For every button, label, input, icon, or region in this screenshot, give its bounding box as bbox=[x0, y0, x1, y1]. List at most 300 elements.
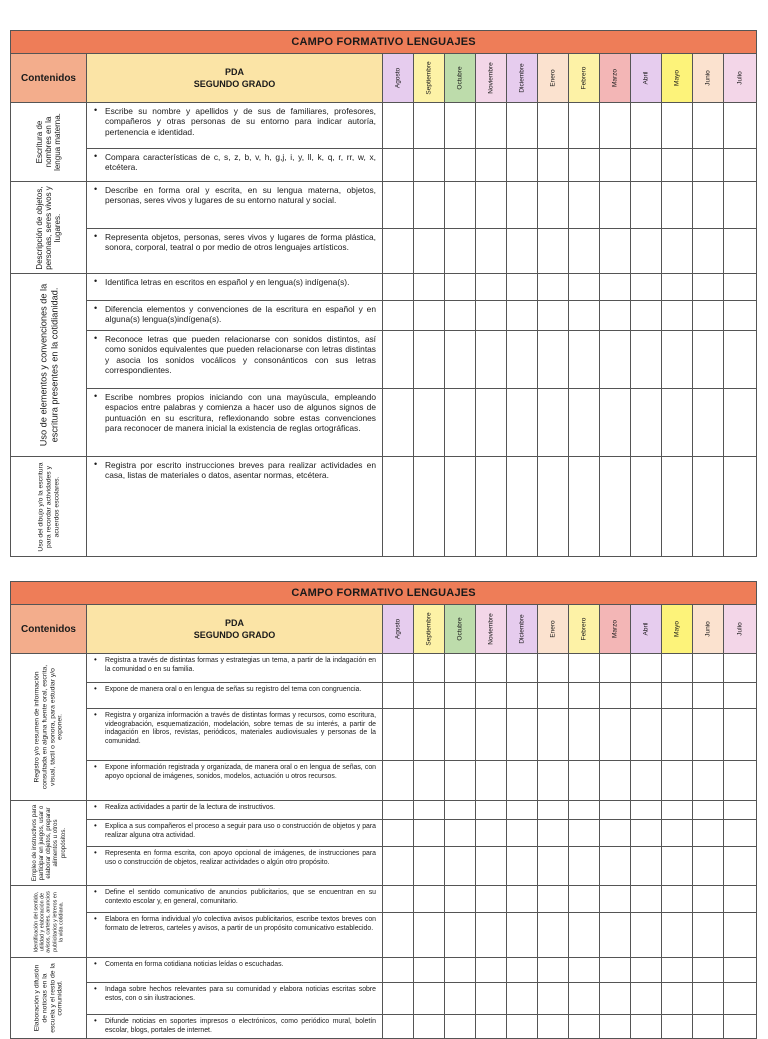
month-check-cell-junio[interactable] bbox=[693, 149, 724, 182]
month-check-cell-diciembre[interactable] bbox=[507, 149, 538, 182]
month-check-cell-noviembre[interactable] bbox=[476, 886, 507, 913]
month-check-cell-octubre[interactable] bbox=[445, 820, 476, 847]
month-check-cell-octubre[interactable] bbox=[445, 886, 476, 913]
month-check-cell-octubre[interactable] bbox=[445, 847, 476, 886]
month-check-cell-agosto[interactable] bbox=[383, 709, 414, 761]
pda-cell bbox=[87, 301, 383, 331]
month-check-cell-febrero[interactable] bbox=[569, 683, 600, 709]
month-check-cell-diciembre[interactable] bbox=[507, 103, 538, 149]
month-label: Enero bbox=[549, 620, 557, 638]
pda-text: • Escribe su nombre y apellidos y de sus de familiares, profesores, compañeros y otras personas de su entorno para indicar autoría, pertenencia e identidad. bbox=[87, 103, 382, 140]
month-check-cell-mayo[interactable] bbox=[662, 457, 693, 557]
month-check-cell-febrero[interactable] bbox=[569, 457, 600, 557]
month-check-cell-octubre[interactable] bbox=[445, 958, 476, 983]
month-check-cell-junio[interactable] bbox=[693, 654, 724, 683]
month-check-cell-agosto[interactable] bbox=[383, 331, 414, 389]
month-header-diciembre bbox=[507, 605, 538, 654]
month-check-cell-enero[interactable] bbox=[538, 913, 569, 958]
month-check-cell-septiembre[interactable] bbox=[414, 457, 445, 557]
month-check-cell-febrero[interactable] bbox=[569, 913, 600, 958]
month-check-cell-marzo[interactable] bbox=[600, 801, 631, 820]
month-check-cell-julio[interactable] bbox=[724, 683, 757, 709]
month-check-cell-marzo[interactable] bbox=[600, 103, 631, 149]
month-check-cell-mayo[interactable] bbox=[662, 301, 693, 331]
month-check-cell-febrero[interactable] bbox=[569, 1015, 600, 1039]
month-check-cell-septiembre[interactable] bbox=[414, 983, 445, 1015]
month-check-cell-octubre[interactable] bbox=[445, 683, 476, 709]
month-check-cell-julio[interactable] bbox=[724, 709, 757, 761]
month-check-cell-agosto[interactable] bbox=[383, 457, 414, 557]
month-check-cell-diciembre[interactable] bbox=[507, 654, 538, 683]
month-check-cell-enero[interactable] bbox=[538, 983, 569, 1015]
month-check-cell-enero[interactable] bbox=[538, 847, 569, 886]
table-row bbox=[11, 983, 757, 1015]
month-check-cell-enero[interactable] bbox=[538, 149, 569, 182]
month-check-cell-septiembre[interactable] bbox=[414, 103, 445, 149]
month-check-cell-noviembre[interactable] bbox=[476, 457, 507, 557]
month-check-cell-septiembre[interactable] bbox=[414, 389, 445, 457]
month-check-cell-julio[interactable] bbox=[724, 274, 757, 301]
month-check-cell-abril[interactable] bbox=[631, 182, 662, 229]
month-check-cell-septiembre[interactable] bbox=[414, 182, 445, 229]
month-check-cell-febrero[interactable] bbox=[569, 847, 600, 886]
month-label: Agosto bbox=[394, 618, 402, 640]
month-check-cell-septiembre[interactable] bbox=[414, 913, 445, 958]
month-check-cell-septiembre[interactable] bbox=[414, 331, 445, 389]
contenido-label: Identificación del sentido, utilidad y elaboración de avisos, carteles, anuncios publicitarios y letreros en la vida cotidiana. bbox=[32, 890, 64, 953]
month-check-cell-abril[interactable] bbox=[631, 913, 662, 958]
month-check-cell-marzo[interactable] bbox=[600, 654, 631, 683]
month-check-cell-agosto[interactable] bbox=[383, 301, 414, 331]
month-check-cell-enero[interactable] bbox=[538, 274, 569, 301]
month-check-cell-noviembre[interactable] bbox=[476, 801, 507, 820]
month-check-cell-enero[interactable] bbox=[538, 958, 569, 983]
pda-text: • Diferencia elementos y convenciones de la escritura en español y en alguna(s) lengua(s)indígena(s). bbox=[87, 301, 382, 328]
month-check-cell-diciembre[interactable] bbox=[507, 683, 538, 709]
month-check-cell-marzo[interactable] bbox=[600, 229, 631, 274]
month-check-cell-febrero[interactable] bbox=[569, 389, 600, 457]
month-check-cell-diciembre[interactable] bbox=[507, 301, 538, 331]
month-check-cell-julio[interactable] bbox=[724, 983, 757, 1015]
month-check-cell-diciembre[interactable] bbox=[507, 886, 538, 913]
month-check-cell-marzo[interactable] bbox=[600, 1015, 631, 1039]
month-check-cell-octubre[interactable] bbox=[445, 149, 476, 182]
month-check-cell-julio[interactable] bbox=[724, 149, 757, 182]
contenido-cell bbox=[11, 457, 87, 557]
month-check-cell-julio[interactable] bbox=[724, 182, 757, 229]
month-check-cell-diciembre[interactable] bbox=[507, 182, 538, 229]
month-check-cell-agosto[interactable] bbox=[383, 229, 414, 274]
month-check-cell-noviembre[interactable] bbox=[476, 149, 507, 182]
month-check-cell-julio[interactable] bbox=[724, 913, 757, 958]
pda-header-line1: PDA bbox=[224, 67, 244, 77]
month-check-cell-mayo[interactable] bbox=[662, 761, 693, 801]
pda-text: • Explica a sus compañeros el proceso a seguir para uso o construcción de objetos y para realizar alguna otra actividad. bbox=[87, 820, 382, 843]
month-check-cell-agosto[interactable] bbox=[383, 820, 414, 847]
table-row bbox=[11, 331, 757, 389]
month-check-cell-abril[interactable] bbox=[631, 709, 662, 761]
pda-text: • Representa en forma escrita, con apoyo opcional de imágenes, de instrucciones para uso o construcción de objetos, realizar actividades o algún otro propósito. bbox=[87, 847, 382, 870]
month-check-cell-junio[interactable] bbox=[693, 103, 724, 149]
table-row bbox=[11, 1015, 757, 1039]
month-check-cell-junio[interactable] bbox=[693, 229, 724, 274]
month-check-cell-junio[interactable] bbox=[693, 847, 724, 886]
month-check-cell-octubre[interactable] bbox=[445, 709, 476, 761]
month-check-cell-febrero[interactable] bbox=[569, 103, 600, 149]
month-check-cell-mayo[interactable] bbox=[662, 801, 693, 820]
month-check-cell-septiembre[interactable] bbox=[414, 149, 445, 182]
month-check-cell-septiembre[interactable] bbox=[414, 654, 445, 683]
month-check-cell-julio[interactable] bbox=[724, 958, 757, 983]
month-check-cell-marzo[interactable] bbox=[600, 761, 631, 801]
month-check-cell-septiembre[interactable] bbox=[414, 301, 445, 331]
month-check-cell-mayo[interactable] bbox=[662, 229, 693, 274]
month-check-cell-diciembre[interactable] bbox=[507, 709, 538, 761]
month-check-cell-noviembre[interactable] bbox=[476, 709, 507, 761]
month-check-cell-julio[interactable] bbox=[724, 847, 757, 886]
month-check-cell-octubre[interactable] bbox=[445, 229, 476, 274]
pda-text: • Elabora en forma individual y/o colectiva avisos publicitarios, escribe textos breves con formato de letreros, carteles y avisos, a partir de un propósito comunicativo establecido. bbox=[87, 913, 382, 936]
month-check-cell-julio[interactable] bbox=[724, 654, 757, 683]
month-check-cell-noviembre[interactable] bbox=[476, 1015, 507, 1039]
month-check-cell-diciembre[interactable] bbox=[507, 389, 538, 457]
month-check-cell-enero[interactable] bbox=[538, 389, 569, 457]
month-check-cell-agosto[interactable] bbox=[383, 103, 414, 149]
month-check-cell-junio[interactable] bbox=[693, 983, 724, 1015]
pda-text: • Describe en forma oral y escrita, en su lengua materna, objetos, personas, seres vivos y lugares de su entorno natural y social. bbox=[87, 182, 382, 209]
month-check-cell-agosto[interactable] bbox=[383, 389, 414, 457]
month-check-cell-mayo[interactable] bbox=[662, 274, 693, 301]
month-check-cell-mayo[interactable] bbox=[662, 654, 693, 683]
month-check-cell-octubre[interactable] bbox=[445, 301, 476, 331]
month-check-cell-enero[interactable] bbox=[538, 182, 569, 229]
month-check-cell-agosto[interactable] bbox=[383, 654, 414, 683]
month-check-cell-noviembre[interactable] bbox=[476, 103, 507, 149]
month-check-cell-abril[interactable] bbox=[631, 149, 662, 182]
month-header-enero bbox=[538, 54, 569, 103]
month-check-cell-abril[interactable] bbox=[631, 103, 662, 149]
month-check-cell-enero[interactable] bbox=[538, 654, 569, 683]
month-check-cell-abril[interactable] bbox=[631, 847, 662, 886]
month-check-cell-julio[interactable] bbox=[724, 761, 757, 801]
month-check-cell-julio[interactable] bbox=[724, 103, 757, 149]
month-check-cell-junio[interactable] bbox=[693, 389, 724, 457]
month-check-cell-agosto[interactable] bbox=[383, 913, 414, 958]
month-check-cell-enero[interactable] bbox=[538, 301, 569, 331]
month-check-cell-octubre[interactable] bbox=[445, 182, 476, 229]
month-check-cell-febrero[interactable] bbox=[569, 983, 600, 1015]
month-check-cell-septiembre[interactable] bbox=[414, 683, 445, 709]
month-check-cell-enero[interactable] bbox=[538, 457, 569, 557]
month-check-cell-agosto[interactable] bbox=[383, 983, 414, 1015]
month-check-cell-octubre[interactable] bbox=[445, 801, 476, 820]
month-check-cell-julio[interactable] bbox=[724, 1015, 757, 1039]
month-check-cell-febrero[interactable] bbox=[569, 709, 600, 761]
month-header-julio bbox=[724, 605, 757, 654]
month-check-cell-febrero[interactable] bbox=[569, 820, 600, 847]
month-check-cell-febrero[interactable] bbox=[569, 958, 600, 983]
month-check-cell-octubre[interactable] bbox=[445, 331, 476, 389]
month-check-cell-junio[interactable] bbox=[693, 457, 724, 557]
table-row bbox=[11, 958, 757, 983]
month-check-cell-diciembre[interactable] bbox=[507, 983, 538, 1015]
month-check-cell-junio[interactable] bbox=[693, 683, 724, 709]
month-check-cell-septiembre[interactable] bbox=[414, 801, 445, 820]
month-check-cell-agosto[interactable] bbox=[383, 958, 414, 983]
month-check-cell-febrero[interactable] bbox=[569, 886, 600, 913]
month-check-cell-julio[interactable] bbox=[724, 820, 757, 847]
month-check-cell-mayo[interactable] bbox=[662, 847, 693, 886]
month-check-cell-diciembre[interactable] bbox=[507, 1015, 538, 1039]
month-check-cell-abril[interactable] bbox=[631, 654, 662, 683]
planning-table-1 bbox=[10, 30, 757, 557]
month-check-cell-abril[interactable] bbox=[631, 457, 662, 557]
month-check-cell-enero[interactable] bbox=[538, 761, 569, 801]
month-check-cell-junio[interactable] bbox=[693, 182, 724, 229]
pda-cell bbox=[87, 761, 383, 801]
month-check-cell-marzo[interactable] bbox=[600, 709, 631, 761]
month-check-cell-junio[interactable] bbox=[693, 709, 724, 761]
pda-text: • Expone información registrada y organizada, de manera oral o en lengua de señas, con apoyo opcional de imágenes, sonidos, modelos, actuación u otros recursos. bbox=[87, 761, 382, 784]
month-check-cell-mayo[interactable] bbox=[662, 182, 693, 229]
month-check-cell-octubre[interactable] bbox=[445, 1015, 476, 1039]
month-check-cell-diciembre[interactable] bbox=[507, 847, 538, 886]
month-check-cell-marzo[interactable] bbox=[600, 683, 631, 709]
month-check-cell-octubre[interactable] bbox=[445, 913, 476, 958]
month-check-cell-septiembre[interactable] bbox=[414, 761, 445, 801]
month-check-cell-agosto[interactable] bbox=[383, 847, 414, 886]
month-check-cell-junio[interactable] bbox=[693, 801, 724, 820]
month-check-cell-abril[interactable] bbox=[631, 958, 662, 983]
month-check-cell-diciembre[interactable] bbox=[507, 761, 538, 801]
month-label: Diciembre bbox=[518, 614, 526, 644]
month-label: Abril bbox=[642, 71, 650, 85]
month-check-cell-abril[interactable] bbox=[631, 1015, 662, 1039]
month-check-cell-septiembre[interactable] bbox=[414, 229, 445, 274]
month-check-cell-agosto[interactable] bbox=[383, 274, 414, 301]
month-check-cell-marzo[interactable] bbox=[600, 331, 631, 389]
month-check-cell-marzo[interactable] bbox=[600, 301, 631, 331]
pda-header bbox=[87, 54, 383, 103]
table-row bbox=[11, 886, 757, 913]
month-check-cell-marzo[interactable] bbox=[600, 983, 631, 1015]
month-check-cell-noviembre[interactable] bbox=[476, 389, 507, 457]
month-check-cell-febrero[interactable] bbox=[569, 274, 600, 301]
month-check-cell-marzo[interactable] bbox=[600, 913, 631, 958]
month-check-cell-agosto[interactable] bbox=[383, 149, 414, 182]
month-check-cell-julio[interactable] bbox=[724, 301, 757, 331]
month-check-cell-agosto[interactable] bbox=[383, 1015, 414, 1039]
pda-cell bbox=[87, 820, 383, 847]
month-check-cell-julio[interactable] bbox=[724, 389, 757, 457]
table-row bbox=[11, 847, 757, 886]
month-check-cell-noviembre[interactable] bbox=[476, 331, 507, 389]
month-check-cell-octubre[interactable] bbox=[445, 457, 476, 557]
month-check-cell-julio[interactable] bbox=[724, 457, 757, 557]
month-check-cell-enero[interactable] bbox=[538, 331, 569, 389]
month-check-cell-febrero[interactable] bbox=[569, 149, 600, 182]
month-check-cell-agosto[interactable] bbox=[383, 761, 414, 801]
month-check-cell-enero[interactable] bbox=[538, 820, 569, 847]
month-check-cell-octubre[interactable] bbox=[445, 274, 476, 301]
month-check-cell-febrero[interactable] bbox=[569, 801, 600, 820]
month-check-cell-mayo[interactable] bbox=[662, 103, 693, 149]
month-check-cell-septiembre[interactable] bbox=[414, 274, 445, 301]
month-check-cell-abril[interactable] bbox=[631, 331, 662, 389]
month-check-cell-mayo[interactable] bbox=[662, 331, 693, 389]
month-check-cell-enero[interactable] bbox=[538, 683, 569, 709]
month-check-cell-febrero[interactable] bbox=[569, 761, 600, 801]
month-check-cell-mayo[interactable] bbox=[662, 389, 693, 457]
month-check-cell-abril[interactable] bbox=[631, 301, 662, 331]
month-check-cell-julio[interactable] bbox=[724, 801, 757, 820]
month-check-cell-mayo[interactable] bbox=[662, 913, 693, 958]
month-check-cell-junio[interactable] bbox=[693, 274, 724, 301]
month-check-cell-abril[interactable] bbox=[631, 683, 662, 709]
month-check-cell-febrero[interactable] bbox=[569, 331, 600, 389]
month-check-cell-noviembre[interactable] bbox=[476, 274, 507, 301]
month-header-noviembre bbox=[476, 54, 507, 103]
month-check-cell-febrero[interactable] bbox=[569, 301, 600, 331]
month-check-cell-agosto[interactable] bbox=[383, 683, 414, 709]
month-check-cell-noviembre[interactable] bbox=[476, 958, 507, 983]
month-check-cell-diciembre[interactable] bbox=[507, 913, 538, 958]
month-check-cell-febrero[interactable] bbox=[569, 229, 600, 274]
month-check-cell-noviembre[interactable] bbox=[476, 820, 507, 847]
pda-cell bbox=[87, 149, 383, 182]
pda-text: • Reconoce letras que pueden relacionarse con sonidos distintos, así como sonidos equivalentes que pueden relacionarse con letras distintas y asocia los sonidos vocálicos y consonánticos con sus letras correspondientes. bbox=[87, 331, 382, 379]
month-check-cell-enero[interactable] bbox=[538, 801, 569, 820]
month-check-cell-junio[interactable] bbox=[693, 331, 724, 389]
month-check-cell-diciembre[interactable] bbox=[507, 958, 538, 983]
month-check-cell-mayo[interactable] bbox=[662, 709, 693, 761]
month-check-cell-septiembre[interactable] bbox=[414, 847, 445, 886]
month-check-cell-junio[interactable] bbox=[693, 761, 724, 801]
month-check-cell-noviembre[interactable] bbox=[476, 983, 507, 1015]
month-check-cell-septiembre[interactable] bbox=[414, 1015, 445, 1039]
month-check-cell-agosto[interactable] bbox=[383, 886, 414, 913]
month-header-febrero bbox=[569, 605, 600, 654]
contenido-cell bbox=[11, 886, 87, 958]
month-check-cell-abril[interactable] bbox=[631, 820, 662, 847]
month-check-cell-abril[interactable] bbox=[631, 886, 662, 913]
month-check-cell-enero[interactable] bbox=[538, 1015, 569, 1039]
pda-cell bbox=[87, 847, 383, 886]
month-check-cell-junio[interactable] bbox=[693, 820, 724, 847]
contenido-cell bbox=[11, 958, 87, 1039]
month-check-cell-noviembre[interactable] bbox=[476, 182, 507, 229]
month-check-cell-junio[interactable] bbox=[693, 301, 724, 331]
month-check-cell-julio[interactable] bbox=[724, 886, 757, 913]
month-check-cell-marzo[interactable] bbox=[600, 886, 631, 913]
month-check-cell-mayo[interactable] bbox=[662, 983, 693, 1015]
month-check-cell-enero[interactable] bbox=[538, 886, 569, 913]
pda-cell bbox=[87, 983, 383, 1015]
pda-text: • Registra y organiza información a través de distintas formas y recursos, como escritura, videograbación, esquematización, modelación, sobre temas de su interés, a partir de indagación en libros, revistas, periódicos, materiales audiovisuales y personas de la comunidad. bbox=[87, 709, 382, 749]
month-check-cell-marzo[interactable] bbox=[600, 274, 631, 301]
month-check-cell-marzo[interactable] bbox=[600, 847, 631, 886]
month-check-cell-marzo[interactable] bbox=[600, 182, 631, 229]
month-check-cell-marzo[interactable] bbox=[600, 149, 631, 182]
month-check-cell-noviembre[interactable] bbox=[476, 229, 507, 274]
month-header-mayo bbox=[662, 54, 693, 103]
month-check-cell-diciembre[interactable] bbox=[507, 820, 538, 847]
month-check-cell-agosto[interactable] bbox=[383, 801, 414, 820]
pda-cell bbox=[87, 913, 383, 958]
month-check-cell-junio[interactable] bbox=[693, 886, 724, 913]
month-label: Diciembre bbox=[518, 63, 526, 93]
month-check-cell-octubre[interactable] bbox=[445, 103, 476, 149]
month-check-cell-octubre[interactable] bbox=[445, 761, 476, 801]
month-check-cell-diciembre[interactable] bbox=[507, 274, 538, 301]
month-check-cell-octubre[interactable] bbox=[445, 654, 476, 683]
month-check-cell-diciembre[interactable] bbox=[507, 457, 538, 557]
month-check-cell-junio[interactable] bbox=[693, 958, 724, 983]
month-check-cell-noviembre[interactable] bbox=[476, 847, 507, 886]
month-check-cell-mayo[interactable] bbox=[662, 683, 693, 709]
month-check-cell-junio[interactable] bbox=[693, 913, 724, 958]
month-check-cell-septiembre[interactable] bbox=[414, 709, 445, 761]
month-check-cell-julio[interactable] bbox=[724, 331, 757, 389]
month-check-cell-enero[interactable] bbox=[538, 229, 569, 274]
month-check-cell-mayo[interactable] bbox=[662, 958, 693, 983]
month-check-cell-marzo[interactable] bbox=[600, 457, 631, 557]
month-check-cell-marzo[interactable] bbox=[600, 820, 631, 847]
month-check-cell-marzo[interactable] bbox=[600, 389, 631, 457]
month-check-cell-mayo[interactable] bbox=[662, 820, 693, 847]
table-1-wrapper bbox=[10, 30, 756, 557]
pda-text: • Define el sentido comunicativo de anuncios publicitarios, que se encuentran en su contexto escolar y, en general, comunitario. bbox=[87, 886, 382, 909]
month-check-cell-abril[interactable] bbox=[631, 274, 662, 301]
month-check-cell-julio[interactable] bbox=[724, 229, 757, 274]
month-check-cell-febrero[interactable] bbox=[569, 654, 600, 683]
month-header-enero bbox=[538, 605, 569, 654]
month-check-cell-noviembre[interactable] bbox=[476, 301, 507, 331]
month-check-cell-septiembre[interactable] bbox=[414, 820, 445, 847]
month-check-cell-mayo[interactable] bbox=[662, 1015, 693, 1039]
month-label: Mayo bbox=[673, 70, 681, 86]
month-check-cell-enero[interactable] bbox=[538, 103, 569, 149]
month-check-cell-febrero[interactable] bbox=[569, 182, 600, 229]
month-check-cell-octubre[interactable] bbox=[445, 983, 476, 1015]
month-check-cell-abril[interactable] bbox=[631, 389, 662, 457]
month-check-cell-abril[interactable] bbox=[631, 761, 662, 801]
month-check-cell-abril[interactable] bbox=[631, 229, 662, 274]
month-header-mayo bbox=[662, 605, 693, 654]
month-check-cell-octubre[interactable] bbox=[445, 389, 476, 457]
month-check-cell-noviembre[interactable] bbox=[476, 761, 507, 801]
month-check-cell-diciembre[interactable] bbox=[507, 229, 538, 274]
month-check-cell-mayo[interactable] bbox=[662, 886, 693, 913]
month-check-cell-enero[interactable] bbox=[538, 709, 569, 761]
month-check-cell-marzo[interactable] bbox=[600, 958, 631, 983]
month-check-cell-diciembre[interactable] bbox=[507, 801, 538, 820]
month-check-cell-agosto[interactable] bbox=[383, 182, 414, 229]
month-check-cell-junio[interactable] bbox=[693, 1015, 724, 1039]
month-check-cell-septiembre[interactable] bbox=[414, 958, 445, 983]
month-header-febrero bbox=[569, 54, 600, 103]
month-check-cell-septiembre[interactable] bbox=[414, 886, 445, 913]
month-check-cell-abril[interactable] bbox=[631, 801, 662, 820]
month-check-cell-abril[interactable] bbox=[631, 983, 662, 1015]
contenido-label: Uso del dibujo y/o la escritura para recordar actividades y acuerdos escolares. bbox=[36, 461, 60, 552]
month-check-cell-mayo[interactable] bbox=[662, 149, 693, 182]
month-check-cell-noviembre[interactable] bbox=[476, 654, 507, 683]
table-row bbox=[11, 103, 757, 149]
month-check-cell-noviembre[interactable] bbox=[476, 913, 507, 958]
month-check-cell-noviembre[interactable] bbox=[476, 683, 507, 709]
month-check-cell-diciembre[interactable] bbox=[507, 331, 538, 389]
